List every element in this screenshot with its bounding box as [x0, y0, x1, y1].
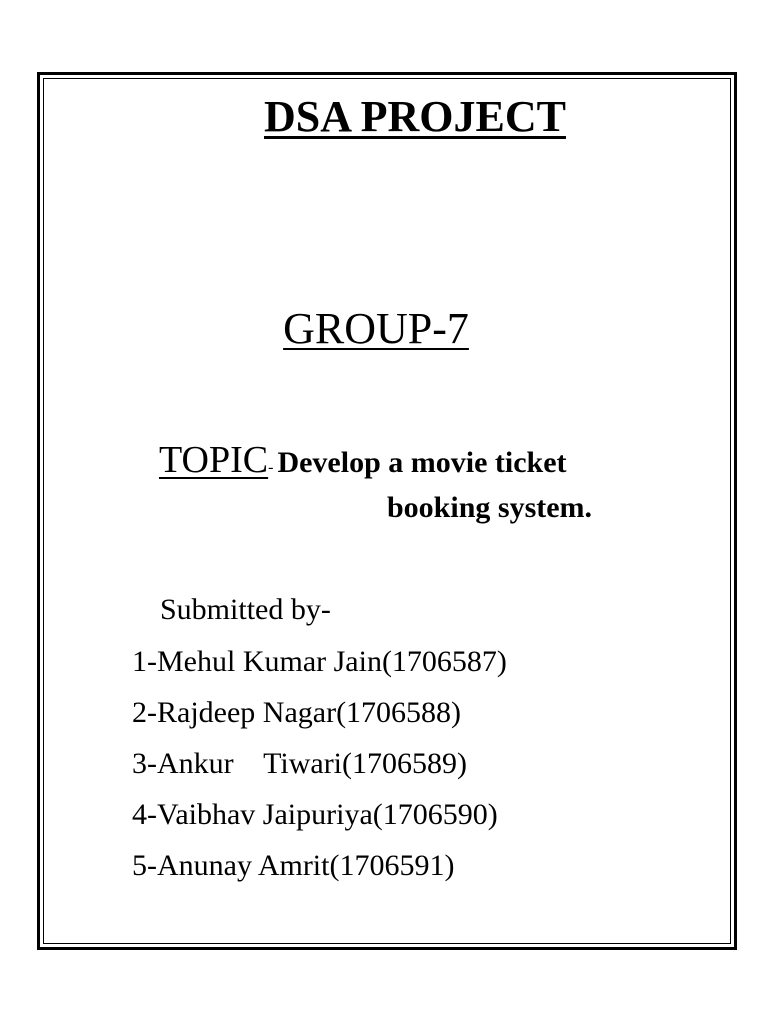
member-item: 3-Ankur Tiwari(1706589)	[132, 747, 467, 780]
topic-label: TOPIC	[159, 439, 269, 481]
member-item: 5-Anunay Amrit(1706591)	[132, 849, 455, 882]
topic-description-line2: booking system.	[387, 491, 593, 524]
member-item: 4-Vaibhav Jaipuriya(1706590)	[132, 798, 498, 831]
group-heading: GROUP-7	[283, 304, 469, 353]
topic-description-line1: Develop a movie ticket	[277, 446, 567, 479]
submitted-by-label: Submitted by-	[160, 593, 331, 626]
member-item: 2-Rajdeep Nagar(1706588)	[132, 696, 462, 729]
topic-line	[159, 432, 567, 496]
topic-separator: -	[268, 459, 278, 476]
document-title: DSA PROJECT	[264, 92, 566, 141]
members-list	[132, 642, 507, 897]
member-item: 1-Mehul Kumar Jain(1706587)	[132, 645, 507, 678]
